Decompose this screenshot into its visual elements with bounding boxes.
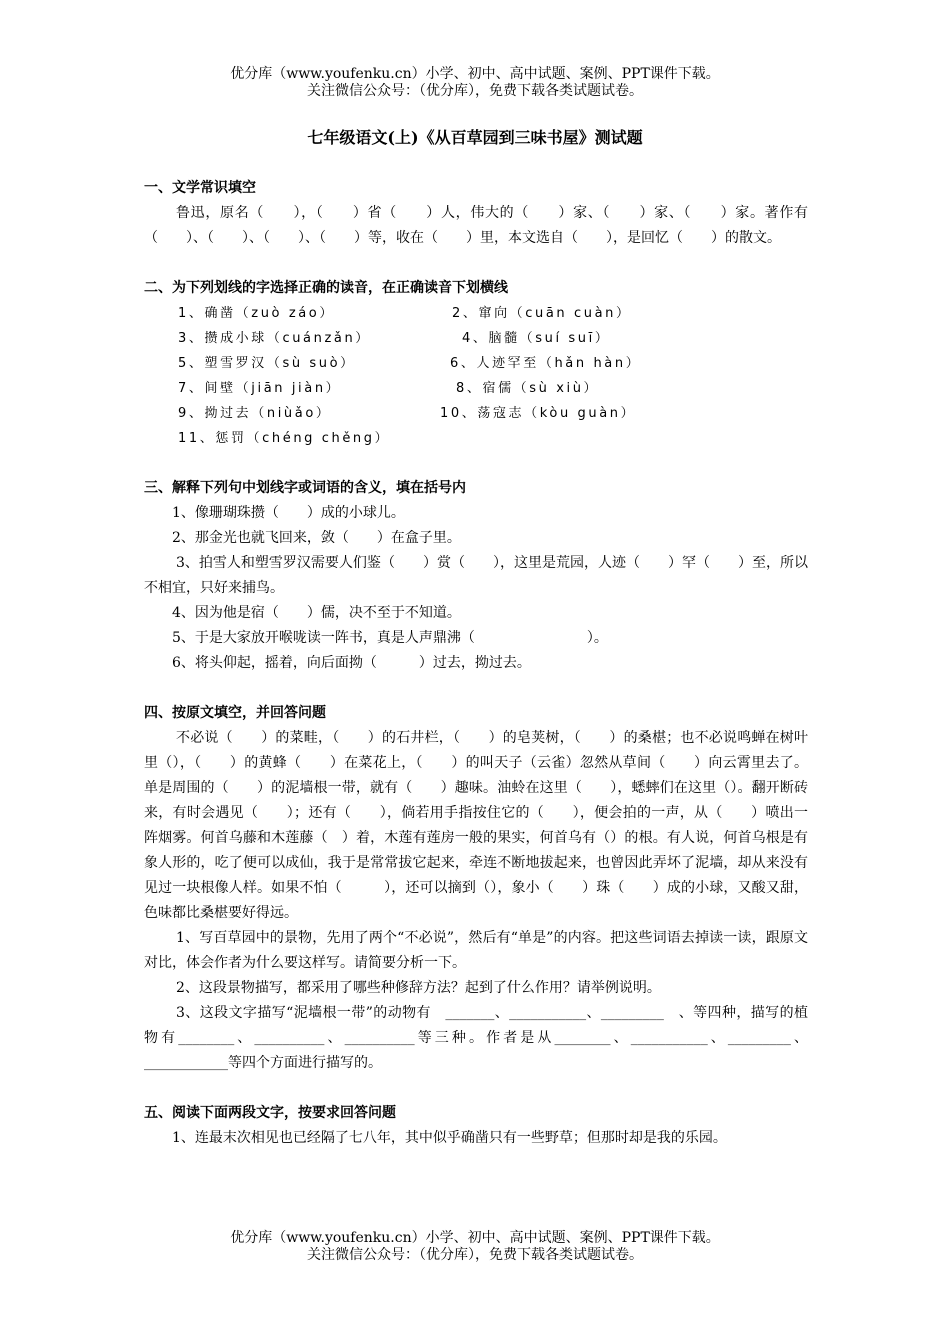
- pinyin-item: 2、窜向（cuān cuàn）: [452, 306, 632, 321]
- pinyin-row: [144, 401, 808, 426]
- page-title: 七年级语文(上)《从百草园到三味书屋》测试题: [307, 128, 643, 147]
- section-3-item: 1、像珊瑚珠攒（ ）成的小球儿。: [172, 505, 405, 521]
- section-3-item: 5、于是大家放开喉咙读一阵书，真是人声鼎沸（ ）。: [172, 630, 608, 646]
- section-3-item: 6、将头仰起，摇着，向后面拗（ ）过去，拗过去。: [172, 655, 531, 671]
- section-4-question-2: 2、这段景物描写，都采用了哪些种修辞方法？起到了什么作用？请举例说明。: [176, 980, 661, 996]
- section-1-text: 鲁迅，原名（ ），（ ）省（ ）人，伟大的（ ）家、（ ）家、（ ）家。著作有（ ）、（ ）、（ ）、（ ）等，收在（ ）里，本文选自（ ），是回忆（ ）的散文。: [144, 205, 808, 246]
- pinyin-item: 5、塑雪罗汉（sù suò）: [178, 356, 356, 371]
- section-5-heading: 五、阅读下面两段文字，按要求回答问题: [144, 1105, 396, 1121]
- pinyin-item: 11、惩罚（chéng chěng）: [178, 431, 391, 446]
- footer-line-2: 关注微信公众号：（优分库），免费下载各类试题试卷。: [307, 1247, 643, 1263]
- pinyin-row: [144, 426, 808, 451]
- section-3-item: 3、拍雪人和塑雪罗汉需要人们鉴（ ）赏（ ），这里是荒园，人迹（ ）罕（ ）至，所以不相宜，只好来捕鸟。: [144, 555, 808, 596]
- section-3-heading: 三、解释下列句中划线字或词语的含义，填在括号内: [144, 480, 466, 496]
- pinyin-row: [144, 301, 808, 326]
- section-4-question-3: 3、这段文字描写“泥墙根一带”的动物有 _______、___________、_________ 、等四种，描写的植物有________、__________、__________等三种。作者是从________、___________、_________、____________等四个方面进行描写的。: [144, 1005, 808, 1071]
- footer-line-1: 优分库（www.youfenku.cn）小学、初中、高中试题、案例、PPT课件下载。: [230, 1230, 720, 1246]
- pinyin-row: [144, 351, 808, 376]
- section-1-heading: 一、文学常识填空: [144, 180, 256, 196]
- section-3-item: 2、那金光也就飞回来，敛（ ）在盒子里。: [172, 530, 461, 546]
- pinyin-row: [144, 326, 808, 351]
- section-4-passage: 不必说（ ）的菜畦，（ ）的石井栏，（ ）的皂荚树，（ ）的桑椹；也不必说鸣蝉在树叶里（），（ ）的黄蜂（ ）在菜花上，（ ）的叫天子（云雀）忽然从草间（ ）向云霄里去了。单是周围的（ ）的泥墙根一带，就有（ ）趣味。油蛉在这里（ ），蟋蟀们在这里（）。翻开断砖来，有时会遇见（ ）；还有（ ），倘若用手指按住它的（ ），便会拍的一声，从（ ）喷出一阵烟雾。何首乌藤和木莲藤（ ）着，木莲有莲房一般的果实，何首乌有（）的根。有人说，何首乌根是有象人形的，吃了便可以成仙，我于是常常拔它起来，牵连不断地拔起来，也曾因此弄坏了泥墙，却从来没有见过一块根像人样。如果不怕（ ），还可以摘到（），象小（ ）珠（ ）成的小球，又酸又甜，色味都比桑椹要好得远。: [144, 730, 808, 921]
- page-footer: [0, 1230, 950, 1264]
- pinyin-item: 7、间壁（jiān jiàn）: [178, 381, 342, 396]
- pinyin-item: 9、拗过去（niùǎo）: [178, 406, 332, 421]
- section-3-item: 4、因为他是宿（ ）儒，决不至于不知道。: [172, 605, 461, 621]
- pinyin-item: 1、确凿（zuò záo）: [178, 306, 335, 321]
- pinyin-item: 3、攒成小球（cuánzǎn）: [178, 331, 371, 346]
- section-4-question-1: 1、写百草园中的景物，先用了两个“不必说”，然后有“单是”的内容。把这些词语去掉读一读，跟原文对比，体会作者为什么要这样写。请简要分析一下。: [144, 930, 808, 971]
- section-2-heading: 二、为下列划线的字选择正确的读音，在正确读音下划横线: [144, 280, 508, 296]
- pinyin-item: 4、脑髓（suí suī）: [462, 331, 611, 346]
- pinyin-item: 10、荡寇志（kòu guàn）: [440, 406, 637, 421]
- header-line-2: 关注微信公众号：（优分库），免费下载各类试题试卷。: [307, 83, 643, 99]
- pinyin-row: [144, 376, 808, 401]
- document-body: [144, 176, 808, 1151]
- section-5-question-1: 1、连最末次相见也已经隔了七八年，其中似乎确凿只有一些野草；但那时却是我的乐园。: [172, 1130, 727, 1146]
- pinyin-item: 6、人迹罕至（hǎn hàn）: [450, 356, 642, 371]
- pinyin-item: 8、宿儒（sù xiù）: [456, 381, 600, 396]
- page-header: [0, 66, 950, 100]
- section-4-heading: 四、按原文填空，并回答问题: [144, 705, 326, 721]
- header-line-1: 优分库（www.youfenku.cn）小学、初中、高中试题、案例、PPT课件下载。: [230, 66, 720, 82]
